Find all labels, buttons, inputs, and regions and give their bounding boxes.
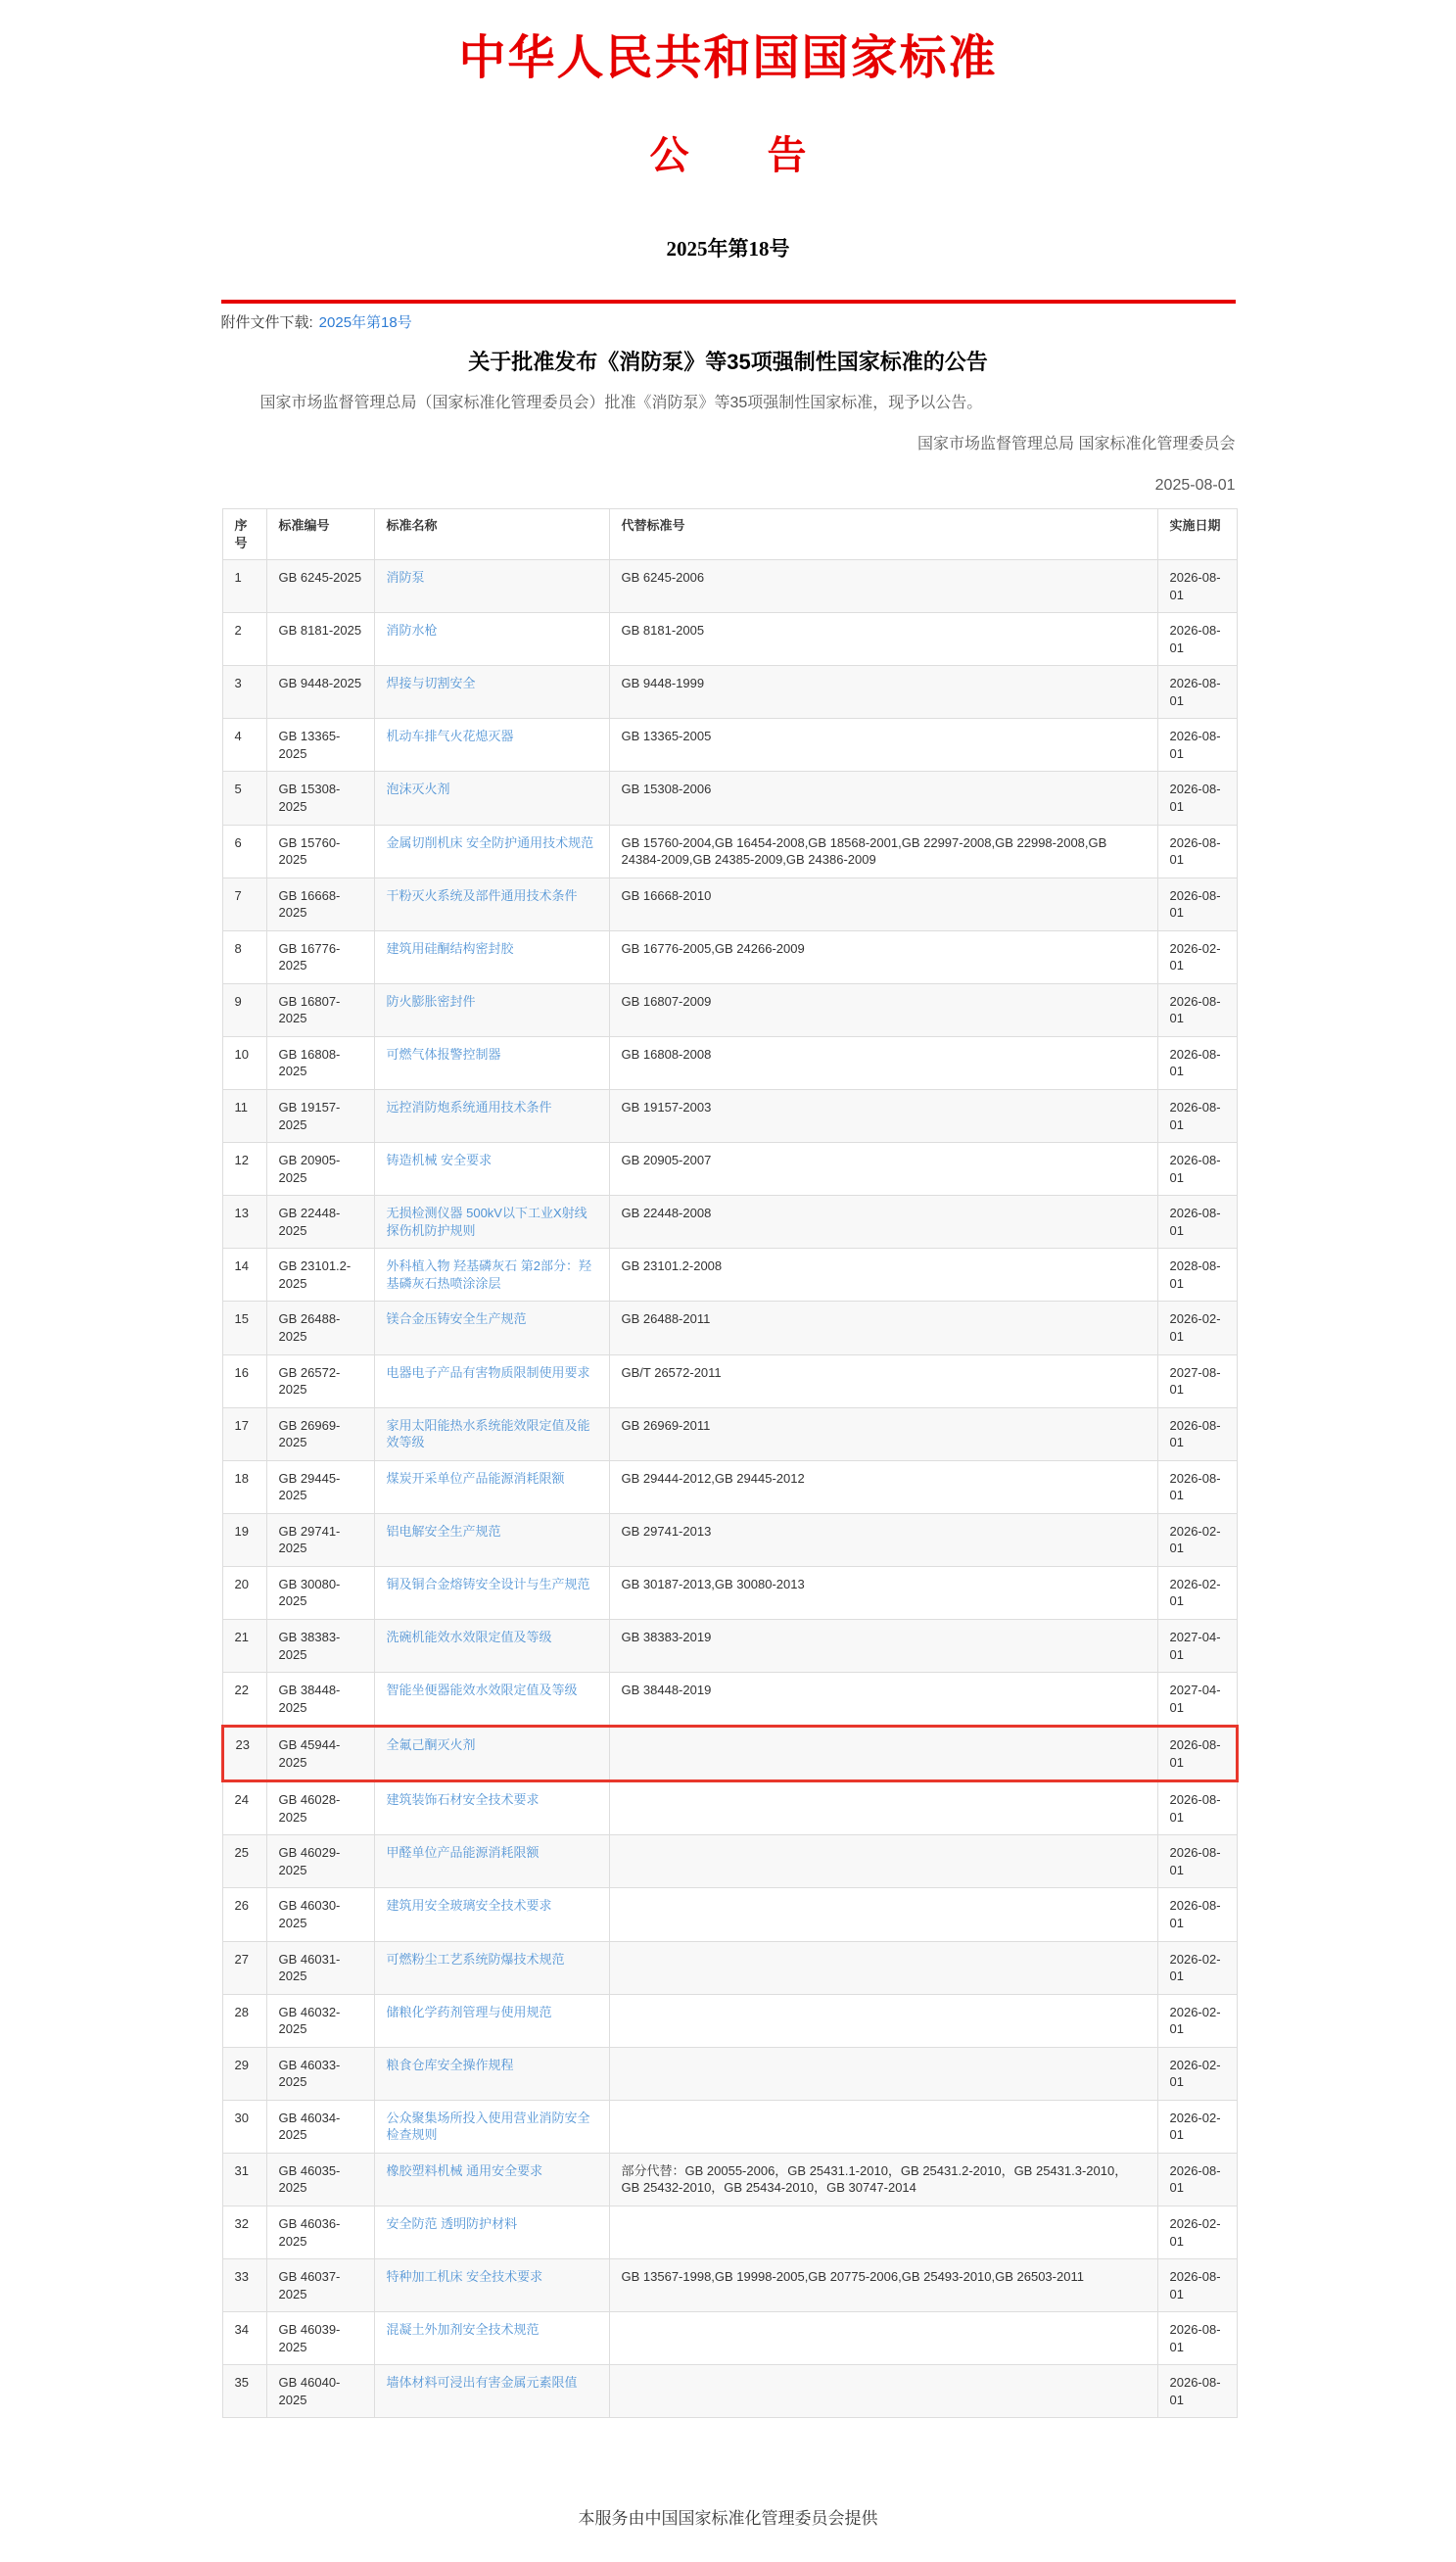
row-index-cell: 22 (222, 1673, 266, 1727)
table-row (222, 1781, 1237, 1835)
standard-code-cell: GB 16807-2025 (266, 983, 374, 1036)
replaced-standards-cell: GB 20905-2007 (609, 1143, 1157, 1196)
standard-code-cell: GB 46040-2025 (266, 2365, 374, 2418)
standard-code-cell: GB 8181-2025 (266, 613, 374, 666)
implementation-date-cell: 2026-08-01 (1157, 878, 1237, 930)
standard-code-cell: GB 26969-2025 (266, 1407, 374, 1460)
table-row (222, 1090, 1237, 1143)
table-row (222, 1994, 1237, 2047)
standard-code-cell: GB 46035-2025 (266, 2153, 374, 2206)
implementation-date-cell: 2026-08-01 (1157, 1781, 1237, 1835)
row-index-cell: 29 (222, 2047, 266, 2100)
table-row (222, 1302, 1237, 1354)
standard-name-cell (374, 2206, 609, 2259)
replaced-standards-cell (609, 2312, 1157, 2365)
row-index-cell: 24 (222, 1781, 266, 1835)
standard-name-cell (374, 666, 609, 719)
standard-name-cell (374, 772, 609, 825)
row-index-cell: 28 (222, 1994, 266, 2047)
standard-name-link[interactable]: 特种加工机床 安全技术要求 (386, 2269, 543, 2285)
replaced-standards-cell (609, 1888, 1157, 1941)
row-index-cell: 11 (222, 1090, 266, 1143)
replaced-standards-cell: GB 15308-2006 (609, 772, 1157, 825)
replaced-standards-cell (609, 1941, 1157, 1994)
standard-name-cell (374, 560, 609, 613)
implementation-date-cell: 2027-04-01 (1157, 1619, 1237, 1672)
document-subtitle: 公 告 (649, 133, 807, 177)
implementation-date-cell: 2026-08-01 (1157, 1036, 1237, 1089)
standard-code-cell: GB 46028-2025 (266, 1781, 374, 1835)
replaced-standards-cell: GB 26488-2011 (609, 1302, 1157, 1354)
standard-name-cell (374, 1460, 609, 1513)
row-index-cell: 14 (222, 1249, 266, 1302)
standards-table (221, 508, 1239, 2418)
standard-name-cell (374, 1566, 609, 1619)
replaced-standards-cell: 部分代替：GB 20055-2006，GB 25431.1-2010，GB 25431.2-2010，GB 25431.3-2010，GB 25432-2010，GB 25434-2010，GB 30747-2014 (609, 2153, 1157, 2206)
standard-name-link[interactable]: 可燃粉尘工艺系统防爆技术规范 (386, 1951, 565, 1967)
standard-name-link[interactable]: 储粮化学药剂管理与使用规范 (386, 2004, 552, 2019)
table-row (222, 772, 1237, 825)
implementation-date-cell: 2026-08-01 (1157, 719, 1237, 772)
replaced-standards-cell: GB 38448-2019 (609, 1673, 1157, 1727)
standard-name-link[interactable]: 建筑用安全玻璃安全技术要求 (386, 1898, 552, 1914)
replaced-standards-cell (609, 2047, 1157, 2100)
standard-name-cell (374, 613, 609, 666)
standard-code-cell: GB 46029-2025 (266, 1835, 374, 1888)
implementation-date-cell: 2026-08-01 (1157, 1888, 1237, 1941)
replaced-standards-cell: GB 13567-1998,GB 19998-2005,GB 20775-2006,GB 25493-2010,GB 26503-2011 (609, 2259, 1157, 2312)
row-index-cell: 27 (222, 1941, 266, 1994)
row-index-cell: 8 (222, 930, 266, 983)
table-row (222, 2365, 1237, 2418)
replaced-standards-cell: GB 29741-2013 (609, 1513, 1157, 1566)
table-row (222, 1566, 1237, 1619)
implementation-date-cell: 2027-04-01 (1157, 1673, 1237, 1727)
table-row (222, 2047, 1237, 2100)
table-row (222, 1941, 1237, 1994)
announcement-date: 2025-08-01 (1154, 477, 1236, 494)
table-row (222, 1835, 1237, 1888)
table-row (222, 1673, 1237, 1727)
standard-name-link[interactable]: 建筑装饰石材安全技术要求 (386, 1792, 540, 1808)
standard-name-cell (374, 1249, 609, 1302)
implementation-date-cell: 2027-08-01 (1157, 1354, 1237, 1407)
row-index-cell: 16 (222, 1354, 266, 1407)
table-row (222, 1354, 1237, 1407)
col-header-replaced-standards: 代替标准号 (609, 509, 1157, 560)
standard-name-link[interactable]: 焊接与切割安全 (386, 676, 476, 691)
implementation-date-cell: 2026-08-01 (1157, 1407, 1237, 1460)
standard-name-link[interactable]: 安全防范 透明防护材料 (386, 2216, 518, 2231)
implementation-date-cell: 2026-02-01 (1157, 1566, 1237, 1619)
implementation-date-cell: 2026-08-01 (1157, 2312, 1237, 2365)
implementation-date-cell: 2026-02-01 (1157, 1941, 1237, 1994)
row-index-cell: 25 (222, 1835, 266, 1888)
implementation-date-cell: 2026-02-01 (1157, 1994, 1237, 2047)
standard-name-cell (374, 1090, 609, 1143)
standard-name-cell (374, 1619, 609, 1672)
implementation-date-cell: 2026-08-01 (1157, 560, 1237, 613)
implementation-date-cell: 2026-08-01 (1157, 613, 1237, 666)
replaced-standards-cell: GB 13365-2005 (609, 719, 1157, 772)
table-row (222, 2259, 1237, 2312)
standard-name-cell (374, 1407, 609, 1460)
table-row (222, 1143, 1237, 1196)
standard-name-cell (374, 2047, 609, 2100)
row-index-cell: 15 (222, 1302, 266, 1354)
standard-code-cell: GB 46032-2025 (266, 1994, 374, 2047)
implementation-date-cell: 2026-08-01 (1157, 1090, 1237, 1143)
standard-name-link[interactable]: 墙体材料可浸出有害金属元素限值 (386, 2375, 578, 2391)
replaced-standards-cell: GB 16668-2010 (609, 878, 1157, 930)
announcement-title: 关于批准发布《消防泵》等35项强制性国家标准的公告 (468, 350, 988, 374)
row-index-cell: 12 (222, 1143, 266, 1196)
table-row (222, 1513, 1237, 1566)
standard-name-link[interactable]: 煤炭开采单位产品能源消耗限额 (386, 1470, 565, 1486)
standard-code-cell: GB 46039-2025 (266, 2312, 374, 2365)
replaced-standards-cell: GB/T 26572-2011 (609, 1354, 1157, 1407)
standard-name-cell (374, 1835, 609, 1888)
col-header-index: 序号 (222, 509, 266, 560)
implementation-date-cell: 2026-02-01 (1157, 1513, 1237, 1566)
standard-name-link[interactable]: 消防泵 (386, 570, 425, 586)
standard-name-cell (374, 878, 609, 930)
table-row (222, 2100, 1237, 2153)
standard-name-cell (374, 2259, 609, 2312)
table-row (222, 666, 1237, 719)
table-row (222, 878, 1237, 930)
issue-number: 2025年第18号 (666, 237, 790, 261)
standard-name-cell (374, 2312, 609, 2365)
attachment-link[interactable]: 2025年第18号 (318, 314, 412, 331)
replaced-standards-cell: GB 9448-1999 (609, 666, 1157, 719)
standard-code-cell: GB 46036-2025 (266, 2206, 374, 2259)
table-row (222, 1036, 1237, 1089)
replaced-standards-cell: GB 16807-2009 (609, 983, 1157, 1036)
implementation-date-cell: 2026-08-01 (1157, 1835, 1237, 1888)
implementation-date-cell: 2026-08-01 (1157, 1196, 1237, 1249)
implementation-date-cell: 2026-08-01 (1157, 983, 1237, 1036)
implementation-date-cell: 2026-02-01 (1157, 930, 1237, 983)
row-index-cell: 7 (222, 878, 266, 930)
replaced-standards-cell: GB 38383-2019 (609, 1619, 1157, 1672)
implementation-date-cell: 2026-08-01 (1157, 2153, 1237, 2206)
standard-name-cell (374, 1513, 609, 1566)
row-index-cell: 2 (222, 613, 266, 666)
standard-name-cell (374, 1888, 609, 1941)
row-index-cell: 19 (222, 1513, 266, 1566)
replaced-standards-cell: GB 8181-2005 (609, 613, 1157, 666)
standard-name-cell (374, 1727, 609, 1781)
replaced-standards-cell: GB 15760-2004,GB 16454-2008,GB 18568-2001,GB 22997-2008,GB 22998-2008,GB 24384-2009,GB 24385-2009,GB 24386-2009 (609, 825, 1157, 878)
standard-name-link[interactable]: 粮食仓库安全操作规程 (386, 2057, 514, 2072)
standard-code-cell: GB 20905-2025 (266, 1143, 374, 1196)
replaced-standards-cell (609, 1781, 1157, 1835)
standard-name-cell (374, 2100, 609, 2153)
row-index-cell: 5 (222, 772, 266, 825)
implementation-date-cell: 2026-08-01 (1157, 1460, 1237, 1513)
table-row (222, 1888, 1237, 1941)
standard-code-cell: GB 13365-2025 (266, 719, 374, 772)
standard-name-cell (374, 983, 609, 1036)
standard-name-link[interactable]: 铝电解安全生产规范 (386, 1523, 501, 1539)
table-row (222, 1619, 1237, 1672)
col-header-standard-code: 标准编号 (266, 509, 374, 560)
row-index-cell: 33 (222, 2259, 266, 2312)
standard-name-link[interactable]: 干粉灭火系统及部件通用技术条件 (386, 887, 578, 903)
col-header-implementation-date: 实施日期 (1157, 509, 1237, 560)
standard-name-link[interactable]: 机动车排气火花熄灭器 (386, 729, 514, 744)
standard-code-cell: GB 15308-2025 (266, 772, 374, 825)
standard-name-link[interactable]: 智能坐便器能效水效限定值及等级 (386, 1683, 578, 1698)
standard-name-link[interactable]: 铸造机械 安全要求 (386, 1153, 493, 1168)
implementation-date-cell: 2026-08-01 (1157, 2365, 1237, 2418)
implementation-date-cell: 2026-08-01 (1157, 772, 1237, 825)
standard-name-cell (374, 1196, 609, 1249)
implementation-date-cell: 2026-02-01 (1157, 2206, 1237, 2259)
row-index-cell: 21 (222, 1619, 266, 1672)
standard-code-cell: GB 9448-2025 (266, 666, 374, 719)
row-index-cell: 1 (222, 560, 266, 613)
standard-name-link[interactable]: 镁合金压铸安全生产规范 (386, 1311, 527, 1327)
standard-name-link[interactable]: 远控消防炮系统通用技术条件 (386, 1100, 552, 1115)
table-row (222, 2153, 1237, 2206)
implementation-date-cell: 2026-08-01 (1157, 825, 1237, 878)
standard-code-cell: GB 29741-2025 (266, 1513, 374, 1566)
standard-name-cell (374, 719, 609, 772)
standard-code-cell: GB 26572-2025 (266, 1354, 374, 1407)
replaced-standards-cell: GB 23101.2-2008 (609, 1249, 1157, 1302)
issuing-authority: 国家市场监督管理总局 国家标准化管理委员会 (917, 436, 1236, 452)
table-row (222, 613, 1237, 666)
standard-code-cell: GB 15760-2025 (266, 825, 374, 878)
standard-name-cell (374, 825, 609, 878)
table-row (222, 1196, 1237, 1249)
table-row (222, 825, 1237, 878)
implementation-date-cell: 2026-08-01 (1157, 1143, 1237, 1196)
replaced-standards-cell: GB 29444-2012,GB 29445-2012 (609, 1460, 1157, 1513)
replaced-standards-cell (609, 1727, 1157, 1781)
standard-name-cell (374, 1673, 609, 1727)
standard-name-cell (374, 2365, 609, 2418)
replaced-standards-cell: GB 6245-2006 (609, 560, 1157, 613)
row-index-cell: 35 (222, 2365, 266, 2418)
row-index-cell: 13 (222, 1196, 266, 1249)
standard-name-link[interactable]: 金属切削机床 安全防护通用技术规范 (386, 834, 594, 850)
table-row (222, 2206, 1237, 2259)
standard-code-cell: GB 19157-2025 (266, 1090, 374, 1143)
implementation-date-cell: 2026-08-01 (1157, 666, 1237, 719)
col-header-standard-name: 标准名称 (374, 509, 609, 560)
standard-name-cell (374, 1994, 609, 2047)
page (221, 0, 1236, 2562)
standard-name-link[interactable]: 防火膨胀密封件 (386, 993, 476, 1009)
attachment-row (221, 311, 1236, 332)
standard-code-cell: GB 6245-2025 (266, 560, 374, 613)
row-index-cell: 31 (222, 2153, 266, 2206)
implementation-date-cell: 2026-02-01 (1157, 2047, 1237, 2100)
standard-name-link[interactable]: 无损检测仪器 500kV以下工业X射线探伤机防护规则 (386, 1206, 587, 1238)
document-title: 中华人民共和国国家标准 (458, 32, 998, 84)
replaced-standards-cell: GB 30187-2013,GB 30080-2013 (609, 1566, 1157, 1619)
row-index-cell: 9 (222, 983, 266, 1036)
standard-code-cell: GB 46037-2025 (266, 2259, 374, 2312)
standard-name-cell (374, 1036, 609, 1089)
standard-code-cell: GB 38383-2025 (266, 1619, 374, 1672)
row-index-cell: 10 (222, 1036, 266, 1089)
table-row (222, 719, 1237, 772)
standard-name-link[interactable]: 甲醛单位产品能源消耗限额 (386, 1845, 540, 1861)
replaced-standards-cell (609, 1835, 1157, 1888)
implementation-date-cell: 2028-08-01 (1157, 1249, 1237, 1302)
standard-code-cell: GB 23101.2-2025 (266, 1249, 374, 1302)
standard-name-link[interactable]: 橡胶塑料机械 通用安全要求 (386, 2162, 543, 2178)
standard-name-link[interactable]: 洗碗机能效水效限定值及等级 (386, 1629, 552, 1644)
replaced-standards-cell (609, 1994, 1157, 2047)
table-row (222, 983, 1237, 1036)
table-row (222, 1249, 1237, 1302)
standard-name-link[interactable]: 泡沫灭火剂 (386, 782, 450, 797)
implementation-date-cell: 2026-02-01 (1157, 1302, 1237, 1354)
standard-name-link[interactable]: 混凝土外加剂安全技术规范 (386, 2322, 540, 2338)
row-index-cell: 17 (222, 1407, 266, 1460)
standard-name-cell (374, 1354, 609, 1407)
standards-table-body (222, 560, 1237, 2418)
replaced-standards-cell: GB 22448-2008 (609, 1196, 1157, 1249)
implementation-date-cell: 2026-02-01 (1157, 2100, 1237, 2153)
standard-name-cell (374, 1143, 609, 1196)
standard-name-link[interactable]: 家用太阳能热水系统能效限定值及能效等级 (386, 1417, 590, 1450)
standard-code-cell: GB 46034-2025 (266, 2100, 374, 2153)
standard-name-link[interactable]: 外科植入物 羟基磷灰石 第2部分：羟基磷灰石热喷涂涂层 (386, 1258, 591, 1291)
table-row (222, 1727, 1237, 1781)
standard-name-cell (374, 930, 609, 983)
standard-code-cell: GB 38448-2025 (266, 1673, 374, 1727)
announcement-body: 国家市场监督管理总局（国家标准化管理委员会）批准《消防泵》等35项强制性国家标准，现予以公告。 (259, 395, 983, 411)
row-index-cell: 26 (222, 1888, 266, 1941)
table-row (222, 1460, 1237, 1513)
standard-name-link[interactable]: 电器电子产品有害物质限制使用要求 (386, 1364, 590, 1380)
standard-code-cell: GB 16668-2025 (266, 878, 374, 930)
standard-code-cell: GB 22448-2025 (266, 1196, 374, 1249)
footer-text: 本服务由中国国家标准化管理委员会提供 (578, 2509, 878, 2529)
replaced-standards-cell (609, 2365, 1157, 2418)
standard-name-link[interactable]: 公众聚集场所投入使用营业消防安全检查规则 (386, 2110, 590, 2143)
table-row (222, 560, 1237, 613)
implementation-date-cell: 2026-08-01 (1157, 2259, 1237, 2312)
replaced-standards-cell: GB 26969-2011 (609, 1407, 1157, 1460)
table-row (222, 2312, 1237, 2365)
row-index-cell: 20 (222, 1566, 266, 1619)
row-index-cell: 18 (222, 1460, 266, 1513)
standard-name-link[interactable]: 铜及铜合金熔铸安全设计与生产规范 (386, 1576, 590, 1591)
standard-code-cell: GB 46031-2025 (266, 1941, 374, 1994)
standard-code-cell: GB 26488-2025 (266, 1302, 374, 1354)
replaced-standards-cell (609, 2100, 1157, 2153)
attachment-label: 附件文件下载: (220, 314, 313, 331)
standard-code-cell: GB 16808-2025 (266, 1036, 374, 1089)
standard-name-cell (374, 1302, 609, 1354)
row-index-cell: 32 (222, 2206, 266, 2259)
standard-name-link[interactable]: 全氟己酮灭火剂 (386, 1737, 476, 1753)
replaced-standards-cell: GB 19157-2003 (609, 1090, 1157, 1143)
standard-code-cell: GB 46033-2025 (266, 2047, 374, 2100)
standard-name-cell (374, 1941, 609, 1994)
replaced-standards-cell: GB 16808-2008 (609, 1036, 1157, 1089)
red-divider (221, 300, 1236, 304)
table-row (222, 1407, 1237, 1460)
standard-name-link[interactable]: 消防水枪 (386, 623, 438, 639)
row-index-cell: 4 (222, 719, 266, 772)
standard-name-cell (374, 1781, 609, 1835)
standard-code-cell: GB 16776-2025 (266, 930, 374, 983)
table-row (222, 930, 1237, 983)
replaced-standards-cell: GB 16776-2005,GB 24266-2009 (609, 930, 1157, 983)
standard-code-cell: GB 30080-2025 (266, 1566, 374, 1619)
implementation-date-cell: 2026-08-01 (1157, 1727, 1237, 1781)
row-index-cell: 30 (222, 2100, 266, 2153)
standard-code-cell: GB 45944-2025 (266, 1727, 374, 1781)
standard-code-cell: GB 29445-2025 (266, 1460, 374, 1513)
standard-name-cell (374, 2153, 609, 2206)
standard-code-cell: GB 46030-2025 (266, 1888, 374, 1941)
standard-name-link[interactable]: 建筑用硅酮结构密封胶 (386, 940, 514, 956)
replaced-standards-cell (609, 2206, 1157, 2259)
table-header-row (222, 509, 1237, 560)
standard-name-link[interactable]: 可燃气体报警控制器 (386, 1046, 501, 1062)
row-index-cell: 3 (222, 666, 266, 719)
row-index-cell: 23 (222, 1727, 266, 1781)
row-index-cell: 34 (222, 2312, 266, 2365)
row-index-cell: 6 (222, 825, 266, 878)
